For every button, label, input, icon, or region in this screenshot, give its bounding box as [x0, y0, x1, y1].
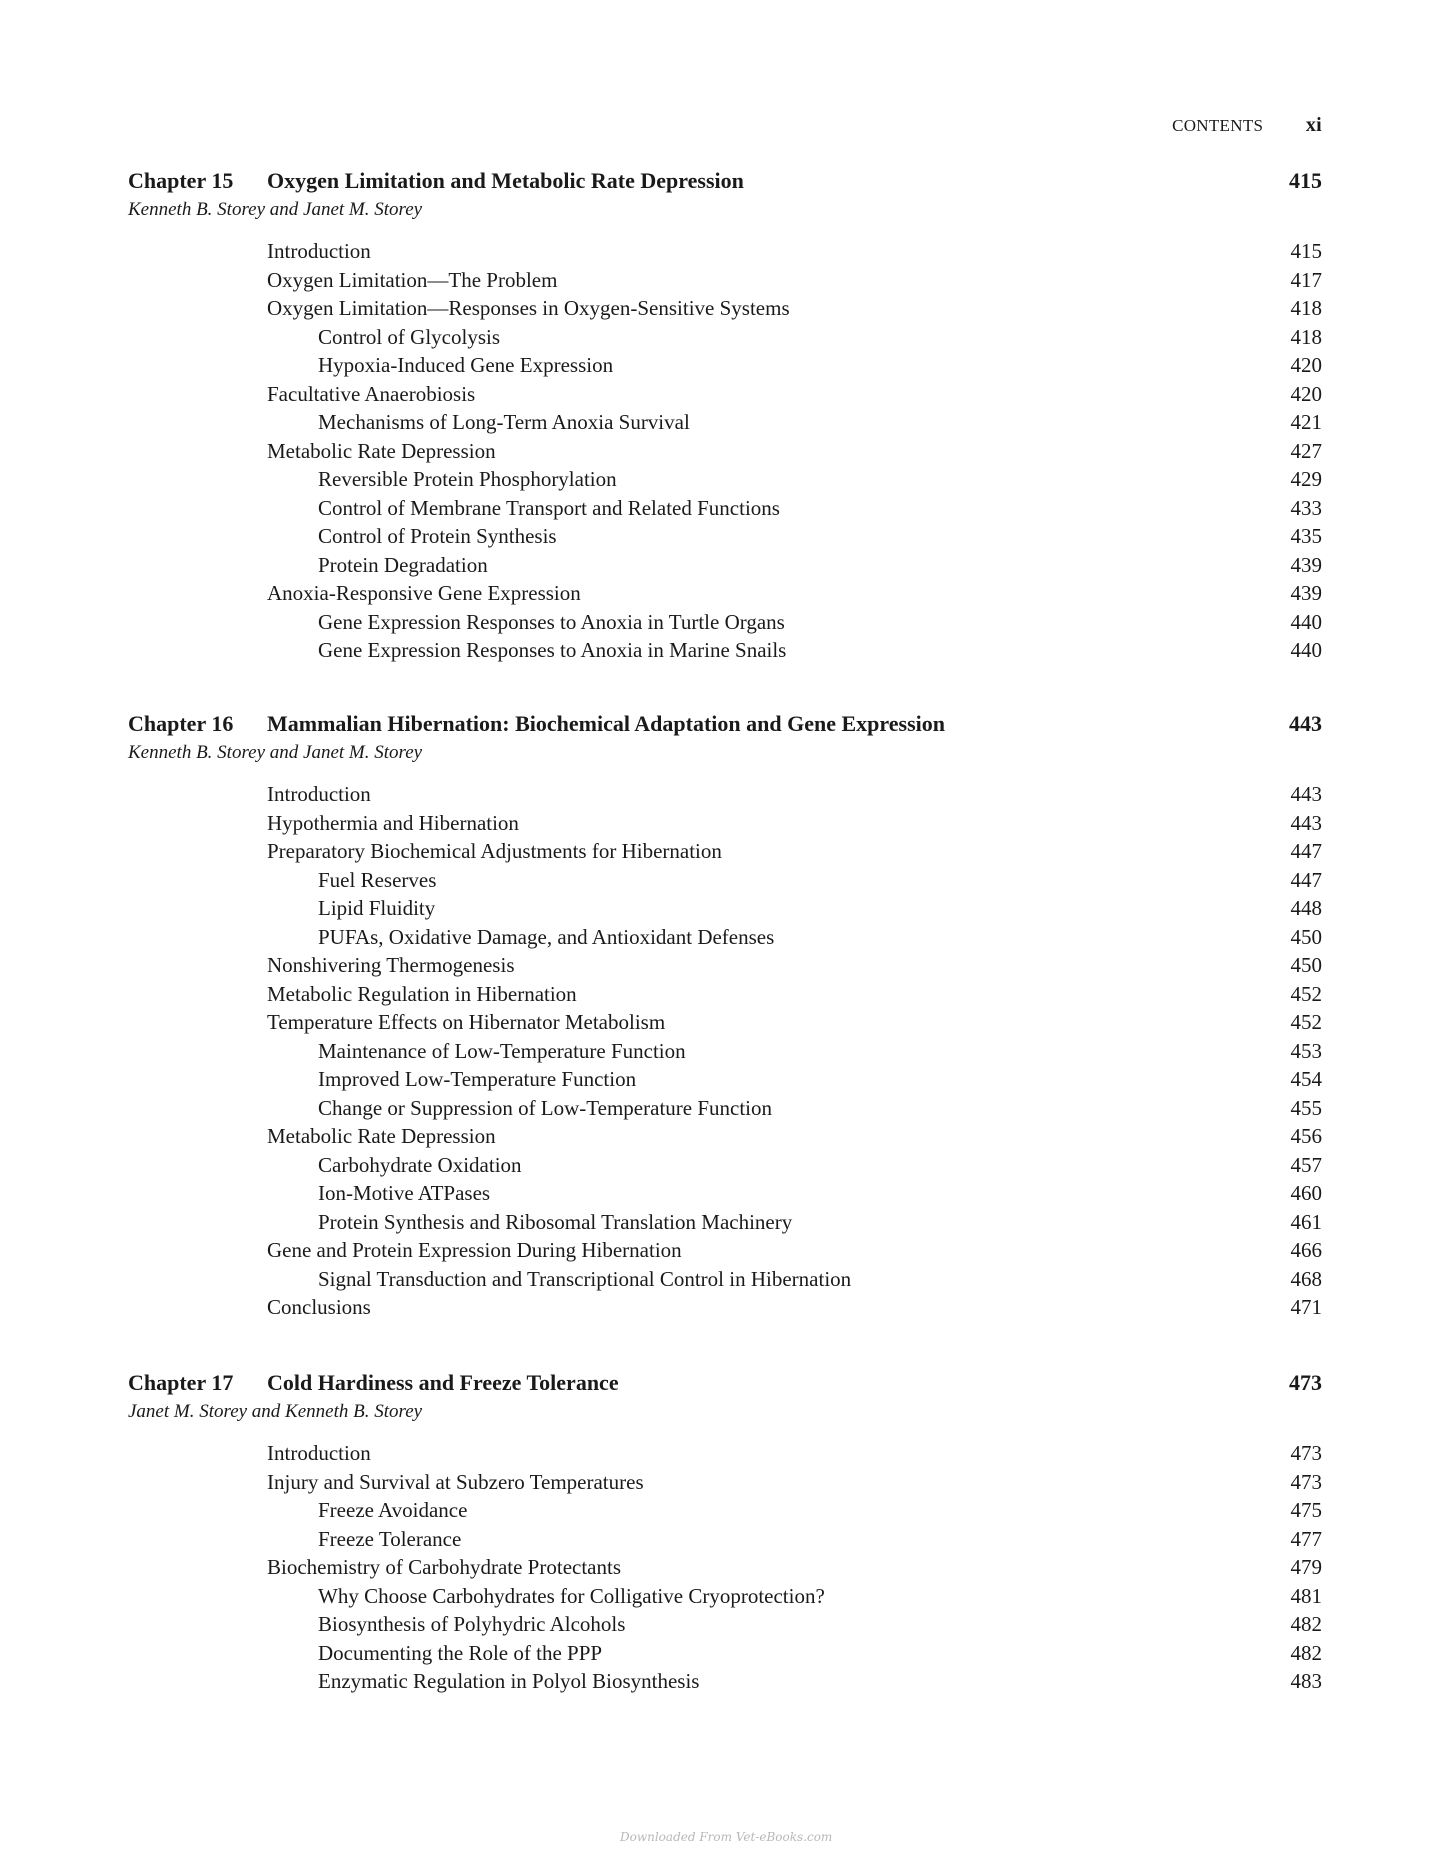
entry-title: Biosynthesis of Polyhydric Alcohols — [318, 1612, 626, 1636]
toc-subentry — [128, 638, 1322, 667]
entry-title: Introduction — [267, 239, 371, 263]
entry-page-number: 479 — [1290, 1555, 1322, 1579]
entry-title: Introduction — [267, 782, 371, 806]
entry-title: Fuel Reserves — [318, 867, 437, 892]
entry-page-number: 420 — [1290, 381, 1322, 406]
entry-list — [128, 1441, 1322, 1698]
toc-subentry — [128, 410, 1322, 439]
entry-title: Freeze Avoidance — [318, 1498, 468, 1522]
entry-title: Temperature Effects on Hibernator Metabolism — [267, 1010, 666, 1034]
entry-page-number: 415 — [1290, 239, 1322, 263]
entry-page-number: 440 — [1290, 609, 1322, 634]
toc-entry — [128, 439, 1322, 468]
toc-subentry — [128, 1096, 1322, 1125]
entry-title: Control of Glycolysis — [318, 324, 500, 349]
toc-subentry — [128, 325, 1322, 354]
toc-subentry — [128, 496, 1322, 525]
toc-subentry — [128, 1669, 1322, 1698]
toc-entry — [128, 239, 1322, 268]
entry-page-number: 457 — [1290, 1152, 1322, 1177]
entry-page-number: 468 — [1290, 1266, 1322, 1291]
toc-subentry — [128, 1153, 1322, 1182]
toc-entry — [128, 839, 1322, 868]
entry-title: Conclusions — [267, 1295, 371, 1319]
entry-page-number: 483 — [1290, 1669, 1322, 1693]
toc-subentry — [128, 868, 1322, 897]
entry-title: Why Choose Carbohydrates for Colligative Cryoprotection? — [318, 1583, 825, 1608]
entry-page-number: 450 — [1290, 924, 1322, 949]
entry-page-number: 482 — [1290, 1612, 1322, 1636]
toc-entry — [128, 382, 1322, 411]
toc-subentry — [128, 1612, 1322, 1641]
toc-entry — [128, 1238, 1322, 1267]
toc-entry — [128, 1295, 1322, 1324]
toc-subentry — [128, 1067, 1322, 1096]
entry-page-number: 448 — [1290, 896, 1322, 920]
entry-page-number: 460 — [1290, 1181, 1322, 1205]
entry-page-number: 435 — [1290, 524, 1322, 548]
page-number: xi — [1305, 114, 1322, 136]
toc-subentry — [128, 610, 1322, 639]
entry-title: Gene Expression Responses to Anoxia in Marine Snails — [318, 638, 787, 662]
toc-entry — [128, 1124, 1322, 1153]
entry-page-number: 471 — [1290, 1295, 1322, 1319]
entry-title: Hypothermia and Hibernation — [267, 810, 519, 835]
toc-subentry — [128, 1267, 1322, 1296]
toc-entry — [128, 1555, 1322, 1584]
toc-subentry — [128, 1527, 1322, 1556]
entry-page-number: 455 — [1290, 1095, 1322, 1120]
entry-title: Lipid Fluidity — [318, 896, 436, 920]
entry-page-number: 418 — [1290, 296, 1322, 320]
entry-title: Protein Degradation — [318, 552, 488, 577]
entry-list — [128, 239, 1322, 667]
toc-subentry — [128, 524, 1322, 553]
entry-page-number: 452 — [1290, 1010, 1322, 1034]
entry-title: Introduction — [267, 1441, 371, 1465]
entry-title: Gene and Protein Expression During Hibernation — [267, 1238, 682, 1262]
entry-page-number: 450 — [1290, 953, 1322, 977]
chapter-heading — [128, 1370, 1322, 1400]
entry-title: Protein Synthesis and Ribosomal Translation Machinery — [318, 1209, 793, 1234]
entry-title: Freeze Tolerance — [318, 1526, 462, 1551]
entry-page-number: 427 — [1290, 438, 1322, 463]
entry-title: Ion-Motive ATPases — [318, 1181, 491, 1205]
entry-page-number: 421 — [1290, 410, 1322, 434]
entry-page-number: 420 — [1290, 353, 1322, 377]
entry-page-number: 473 — [1290, 1469, 1322, 1494]
toc-subentry — [128, 1181, 1322, 1210]
toc-subentry — [128, 1498, 1322, 1527]
entry-list — [128, 782, 1322, 1324]
chapter-authors: Kenneth B. Storey and Janet M. Storey — [128, 199, 423, 220]
chapter-page-number: 415 — [1289, 168, 1322, 193]
entry-title: Nonshivering Thermogenesis — [267, 953, 515, 977]
entry-title: Anoxia-Responsive Gene Expression — [267, 581, 581, 605]
entry-title: PUFAs, Oxidative Damage, and Antioxidant Defenses — [318, 924, 775, 949]
chapter-authors: Janet M. Storey and Kenneth B. Storey — [128, 1401, 423, 1422]
entry-page-number: 443 — [1290, 810, 1322, 835]
entry-title: Mechanisms of Long-Term Anoxia Survival — [318, 410, 690, 434]
entry-page-number: 418 — [1290, 324, 1322, 349]
entry-title: Control of Protein Synthesis — [318, 524, 557, 548]
toc-subentry — [128, 896, 1322, 925]
chapter-page-number: 473 — [1289, 1370, 1322, 1395]
entry-page-number: 461 — [1290, 1209, 1322, 1234]
entry-title: Hypoxia-Induced Gene Expression — [318, 353, 614, 377]
chapter-title: Cold Hardiness and Freeze Tolerance — [267, 1370, 619, 1395]
toc-subentry — [128, 925, 1322, 954]
entry-page-number: 417 — [1290, 267, 1322, 292]
toc-entry — [128, 581, 1322, 610]
toc-entry — [128, 982, 1322, 1011]
entry-page-number: 453 — [1290, 1038, 1322, 1063]
toc-entry — [128, 1470, 1322, 1499]
toc-subentry — [128, 467, 1322, 496]
entry-page-number: 433 — [1290, 495, 1322, 520]
entry-title: Signal Transduction and Transcriptional Control in Hibernation — [318, 1266, 852, 1291]
toc-entry — [128, 296, 1322, 325]
entry-title: Carbohydrate Oxidation — [318, 1152, 522, 1177]
entry-title: Facultative Anaerobiosis — [267, 381, 476, 406]
entry-title: Maintenance of Low-Temperature Function — [318, 1038, 686, 1063]
entry-page-number: 466 — [1290, 1238, 1322, 1262]
entry-title: Gene Expression Responses to Anoxia in Turtle Organs — [318, 609, 785, 634]
toc-entry — [128, 953, 1322, 982]
entry-title: Metabolic Regulation in Hibernation — [267, 981, 577, 1006]
chapter-number: Chapter 16 — [128, 711, 234, 736]
chapter-heading — [128, 711, 1322, 741]
entry-title: Documenting the Role of the PPP — [318, 1640, 603, 1665]
chapter-block — [128, 1370, 1322, 1698]
entry-page-number: 481 — [1290, 1583, 1322, 1608]
toc-subentry — [128, 353, 1322, 382]
chapter-title: Mammalian Hibernation: Biochemical Adaptation and Gene Expression — [267, 711, 945, 736]
entry-title: Injury and Survival at Subzero Temperatures — [267, 1469, 644, 1494]
entry-page-number: 473 — [1290, 1441, 1322, 1465]
toc-subentry — [128, 1210, 1322, 1239]
entry-title: Control of Membrane Transport and Related Functions — [318, 495, 780, 520]
chapter-page-number: 443 — [1289, 711, 1322, 736]
entry-title: Preparatory Biochemical Adjustments for Hibernation — [267, 839, 722, 863]
chapter-number: Chapter 15 — [128, 168, 234, 193]
entry-page-number: 440 — [1290, 638, 1322, 662]
entry-page-number: 475 — [1290, 1498, 1322, 1522]
entry-page-number: 439 — [1290, 552, 1322, 577]
entry-page-number: 429 — [1290, 467, 1322, 491]
toc-entry — [128, 268, 1322, 297]
chapter-heading — [128, 168, 1322, 198]
entry-page-number: 443 — [1290, 782, 1322, 806]
entry-page-number: 456 — [1290, 1124, 1322, 1148]
entry-title: Oxygen Limitation—The Problem — [267, 267, 558, 292]
toc-subentry — [128, 1584, 1322, 1613]
chapter-title: Oxygen Limitation and Metabolic Rate Depression — [267, 168, 744, 193]
entry-page-number: 439 — [1290, 581, 1322, 605]
entry-title: Oxygen Limitation—Responses in Oxygen-Sensitive Systems — [267, 296, 790, 320]
entry-title: Biochemistry of Carbohydrate Protectants — [267, 1555, 621, 1579]
entry-page-number: 482 — [1290, 1640, 1322, 1665]
chapter-authors: Kenneth B. Storey and Janet M. Storey — [128, 742, 423, 763]
entry-title: Improved Low-Temperature Function — [318, 1067, 637, 1091]
entry-title: Reversible Protein Phosphorylation — [318, 467, 617, 491]
toc-subentry — [128, 1641, 1322, 1670]
chapter-block — [128, 168, 1322, 667]
entry-page-number: 447 — [1290, 839, 1322, 863]
entry-title: Metabolic Rate Depression — [267, 438, 496, 463]
entry-title: Enzymatic Regulation in Polyol Biosynthesis — [318, 1669, 700, 1693]
entry-page-number: 452 — [1290, 981, 1322, 1006]
entry-page-number: 454 — [1290, 1067, 1322, 1091]
toc-entry — [128, 782, 1322, 811]
entry-page-number: 447 — [1290, 867, 1322, 892]
toc-entry — [128, 1441, 1322, 1470]
chapter-block — [128, 711, 1322, 1324]
entry-title: Metabolic Rate Depression — [267, 1124, 496, 1148]
toc-entry — [128, 811, 1322, 840]
entry-title: Change or Suppression of Low-Temperature Function — [318, 1095, 773, 1120]
toc-entry — [128, 1010, 1322, 1039]
watermark: Downloaded From Vet-eBooks.com — [620, 1830, 833, 1844]
toc-subentry — [128, 1039, 1322, 1068]
entry-page-number: 477 — [1290, 1526, 1322, 1551]
running-head — [1172, 114, 1322, 137]
chapter-number: Chapter 17 — [128, 1370, 234, 1395]
toc-subentry — [128, 553, 1322, 582]
running-head-title: CONTENTS — [1172, 116, 1264, 135]
